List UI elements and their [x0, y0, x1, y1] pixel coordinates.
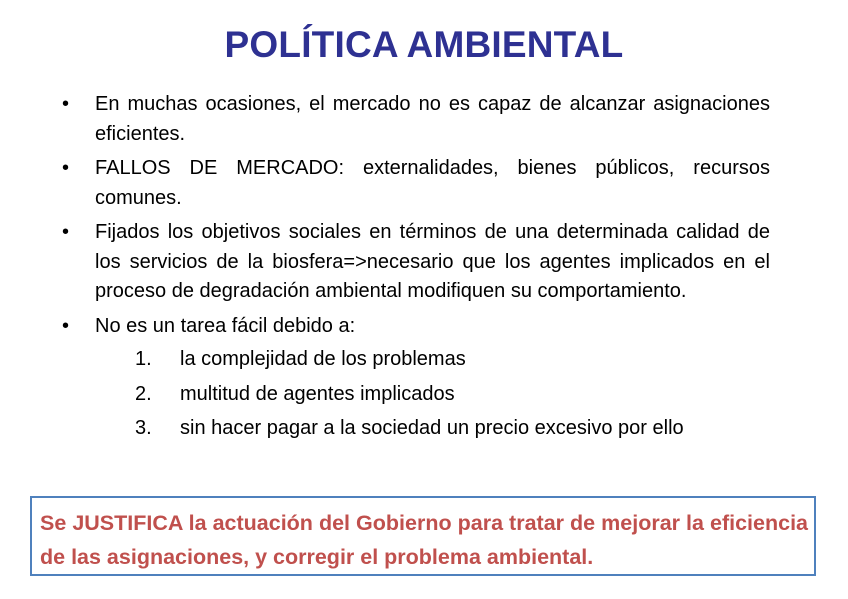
bullet-item [62, 312, 770, 444]
bullet-text: Fijados los objetivos sociales en términos de una determinada calidad de los servicios de la biosfera=>necesario que los agentes implicados en el proceso de degradación ambiental modifiquen su comportamiento. [95, 221, 770, 302]
bullet-icon: • [62, 157, 70, 179]
item-text: sin hacer pagar a la sociedad un precio excesivo por ello [180, 417, 684, 439]
item-text: multitud de agentes implicados [180, 382, 455, 405]
numbered-item [62, 345, 770, 375]
numbered-item [62, 414, 770, 444]
numbered-item [62, 380, 770, 410]
bullet-icon: • [62, 314, 70, 337]
conclusion-callout: Se JUSTIFICA la actuación del Gobierno para tratar de mejorar la eficiencia de las asignaciones, y corregir el problema ambiental. [30, 496, 816, 576]
slide-title: POLÍTICA AMBIENTAL [224, 24, 624, 65]
bullet-item [62, 154, 770, 213]
item-number: 3. [135, 417, 152, 439]
bullet-icon: • [62, 221, 70, 243]
bullet-item [62, 218, 770, 307]
item-number: 2. [135, 382, 152, 405]
bullet-text: No es un tarea fácil debido a: [95, 314, 356, 337]
bullet-item [62, 90, 770, 149]
bullet-text: En muchas ocasiones, el mercado no es capaz de alcanzar asignaciones eficientes. [95, 93, 770, 145]
item-text: la complejidad de los problemas [180, 348, 466, 370]
bullet-list [62, 90, 770, 449]
bullet-text: FALLOS DE MERCADO: externalidades, bienes públicos, recursos comunes. [95, 157, 770, 209]
bullet-icon: • [62, 93, 70, 115]
numbered-list [95, 345, 770, 444]
item-number: 1. [135, 348, 152, 370]
